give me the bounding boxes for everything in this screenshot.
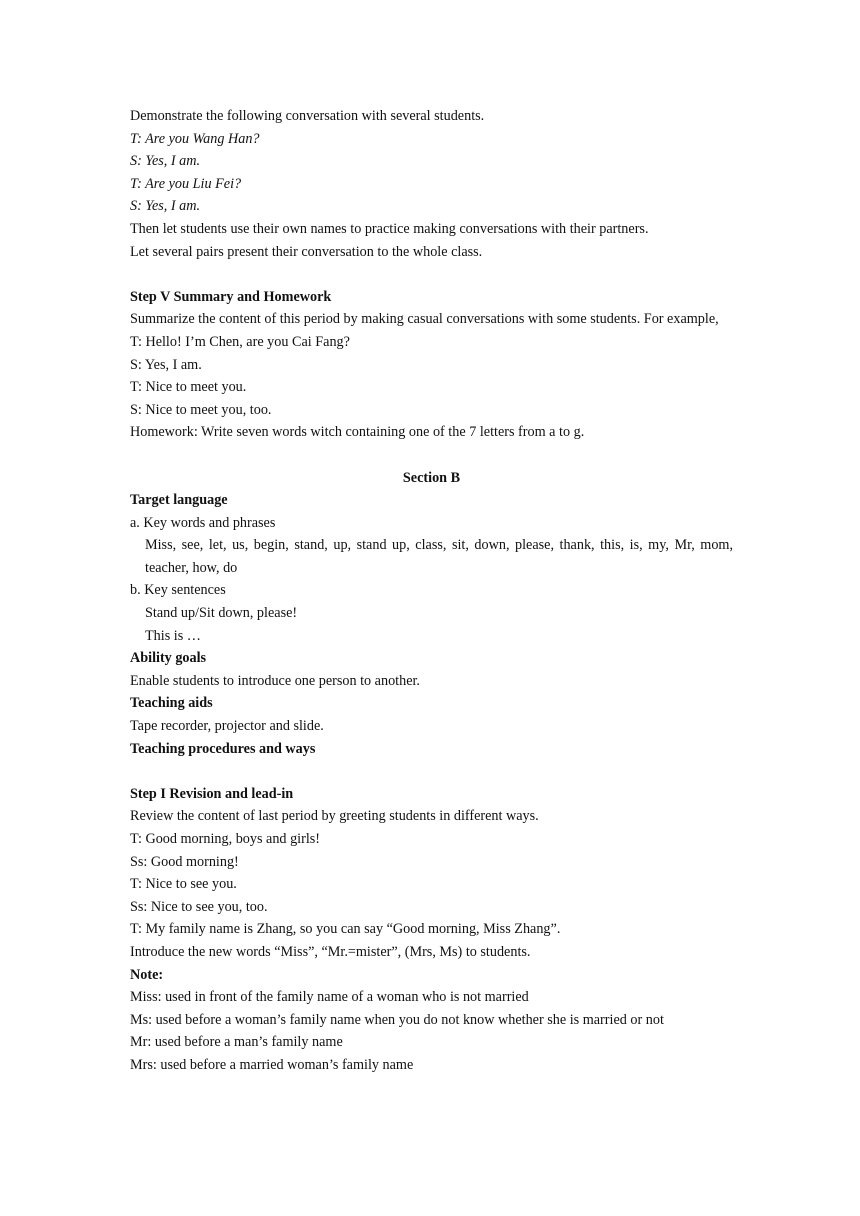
homework-line: Homework: Write seven words witch containing one of the 7 letters from a to g. — [130, 424, 585, 441]
key-sentence: This is … — [145, 627, 201, 644]
dialogue-line: Ss: Nice to see you, too. — [130, 898, 268, 915]
teaching-aids-text: Tape recorder, projector and slide. — [130, 718, 324, 735]
dialogue-line: S: Yes, I am. — [130, 198, 201, 215]
note-line: Ms: used before a woman’s family name when you do not know whether she is married or not — [130, 1011, 664, 1028]
ability-goals-text: Enable students to introduce one person to another. — [130, 672, 420, 689]
paragraph: Summarize the content of this period by making casual conversations with some students. For example, — [130, 311, 719, 328]
dialogue-line: T: Are you Liu Fei? — [130, 175, 242, 192]
note-heading: Note: — [130, 966, 164, 983]
dialogue-line: T: Nice to meet you. — [130, 379, 247, 396]
intro-line: Demonstrate the following conversation with several students. — [130, 108, 485, 124]
text-line: Introduce the new words “Miss”, “Mr.=mister”, (Mrs, Ms) to students. — [130, 943, 531, 960]
dialogue-line: S: Nice to meet you, too. — [130, 401, 272, 418]
ability-goals-heading: Ability goals — [130, 650, 207, 667]
key-sentence: Stand up/Sit down, please! — [145, 605, 298, 622]
dialogue-line: Ss: Good morning! — [130, 853, 239, 870]
target-language-heading: Target language — [130, 492, 228, 509]
note-line: Miss: used in front of the family name of a woman who is not married — [130, 989, 529, 1006]
section-title: Section B — [402, 469, 461, 486]
text-line: Review the content of last period by greeting students in different ways. — [130, 808, 539, 825]
key-sentences-label: b. Key sentences — [130, 582, 226, 599]
step-heading: Step V Summary and Homework — [130, 288, 332, 305]
dialogue-line: S: Yes, I am. — [130, 153, 201, 170]
key-words-list: Miss, see, let, us, begin, stand, up, stand up, class, sit, down, please, thank, this, is, my, Mr, mom, teacher, how, do — [145, 537, 733, 576]
instruction-line: Then let students use their own names to practice making conversations with their partners. — [130, 220, 649, 237]
teaching-aids-heading: Teaching aids — [130, 695, 213, 712]
dialogue-line: T: Hello! I’m Chen, are you Cai Fang? — [130, 333, 350, 350]
dialogue-line: S: Yes, I am. — [130, 356, 202, 373]
dialogue-line: T: My family name is Zhang, so you can say “Good morning, Miss Zhang”. — [130, 921, 561, 938]
dialogue-line: T: Are you Wang Han? — [130, 130, 260, 147]
procedures-heading: Teaching procedures and ways — [130, 740, 316, 757]
spacer — [130, 444, 733, 467]
instruction-line: Let several pairs present their conversation to the whole class. — [130, 243, 483, 260]
step-heading: Step I Revision and lead-in — [130, 785, 294, 802]
note-line: Mr: used before a man’s family name — [130, 1034, 343, 1051]
note-line: Mrs: used before a married woman’s family name — [130, 1056, 414, 1073]
document-page — [130, 105, 733, 1077]
dialogue-line: T: Nice to see you. — [130, 876, 237, 893]
dialogue-line: T: Good morning, boys and girls! — [130, 831, 321, 847]
key-words-label: a. Key words and phrases — [130, 514, 276, 531]
spacer — [130, 760, 733, 783]
spacer — [130, 263, 733, 286]
